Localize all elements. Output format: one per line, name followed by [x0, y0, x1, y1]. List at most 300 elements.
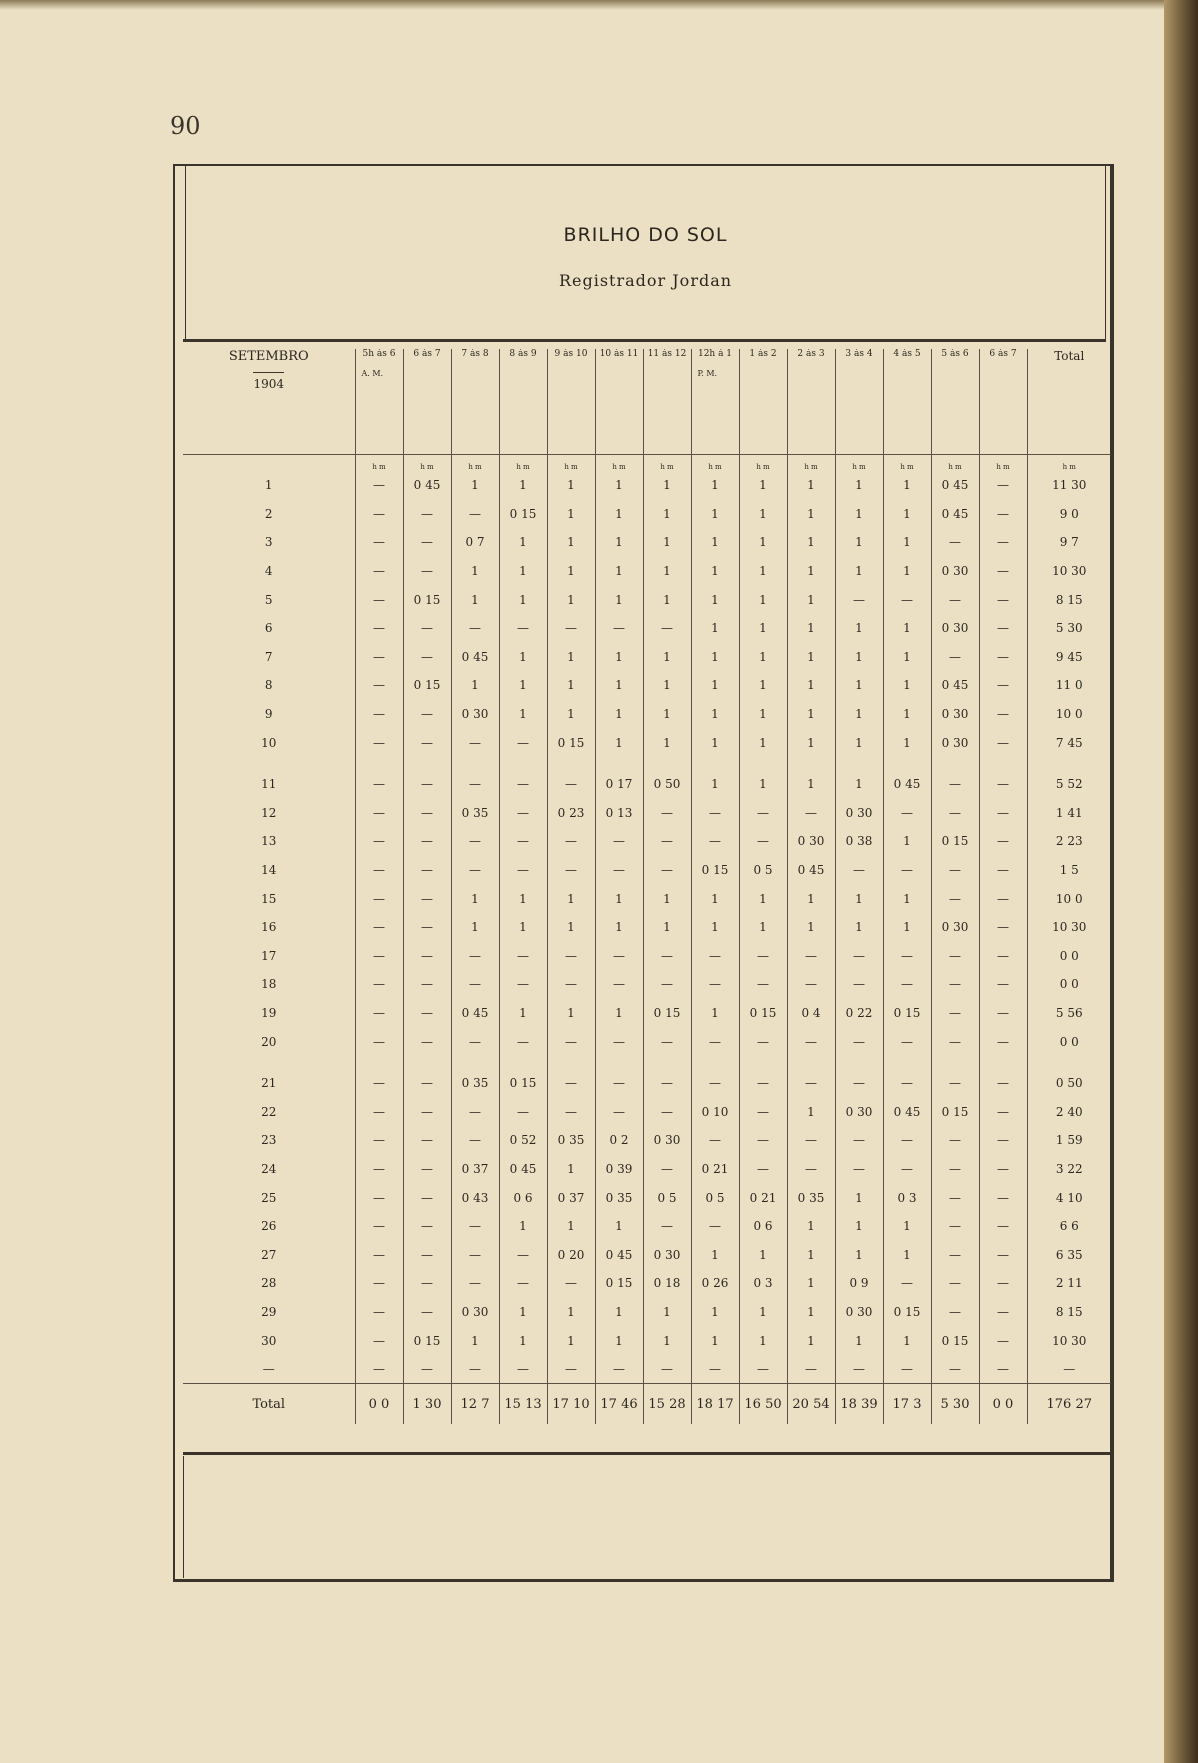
- gap-cell: [787, 757, 835, 770]
- hour-cell: 1: [691, 614, 739, 643]
- hour-cell: —: [979, 1155, 1027, 1184]
- day-cell: 1: [264, 478, 273, 493]
- hour-cell: 1: [739, 671, 787, 700]
- hour-cell: —: [403, 1212, 451, 1241]
- hour-cell: —: [451, 827, 499, 856]
- hour-cell: 0 37: [547, 1183, 595, 1212]
- hour-cell: —: [883, 1269, 931, 1298]
- hour-column-header: 6 ás 7: [403, 349, 451, 455]
- hour-cell: —: [499, 970, 547, 999]
- gap-cell: [835, 1056, 883, 1069]
- hour-cell: 0 45: [787, 856, 835, 885]
- hour-cell: 0 30: [931, 913, 979, 942]
- hour-cell: —: [739, 1355, 787, 1384]
- hour-cell: —: [547, 970, 595, 999]
- hour-cell: 1: [787, 884, 835, 913]
- hour-cell: 1: [595, 884, 643, 913]
- hour-cell: 1: [499, 671, 547, 700]
- hour-cell: —: [979, 1027, 1027, 1056]
- gap-cell: [739, 757, 787, 770]
- hour-cell: 0 13: [595, 799, 643, 828]
- hour-cell: 1: [547, 913, 595, 942]
- hour-cell: 1: [643, 557, 691, 586]
- hour-cell: 0 15: [931, 1326, 979, 1355]
- hour-cell: 1: [595, 1326, 643, 1355]
- day-cell: 30: [261, 1333, 277, 1348]
- gap-cell: [403, 1056, 451, 1069]
- hour-cell: 1: [595, 471, 643, 500]
- day-cell: 15: [261, 891, 277, 906]
- hour-cell: 1: [739, 643, 787, 672]
- hour-cell: 1: [643, 471, 691, 500]
- hour-cell: 1: [835, 913, 883, 942]
- hour-cell: —: [451, 1027, 499, 1056]
- total-cell: 1 41: [1027, 799, 1111, 828]
- gap-cell: [643, 757, 691, 770]
- total-cell: 7 45: [1027, 728, 1111, 757]
- hour-cell: —: [979, 999, 1027, 1028]
- hour-cell: 0 45: [451, 999, 499, 1028]
- gap-cell: [595, 1056, 643, 1069]
- hour-cell: 1: [691, 999, 739, 1028]
- hour-cell: 0 30: [835, 799, 883, 828]
- page-binding-edge: [1164, 0, 1198, 1763]
- day-cell: 12: [261, 805, 277, 820]
- hour-cell: —: [403, 770, 451, 799]
- hour-cell: —: [499, 1097, 547, 1126]
- hour-cell: —: [451, 1212, 499, 1241]
- hour-cell: —: [451, 728, 499, 757]
- hour-cell: —: [355, 999, 403, 1028]
- hour-cell: —: [931, 1183, 979, 1212]
- hour-cell: 1: [835, 1183, 883, 1212]
- hour-cell: —: [403, 856, 451, 885]
- hour-cell: —: [499, 1269, 547, 1298]
- hour-total-cell: 16 50: [739, 1384, 787, 1425]
- hour-cell: 1: [691, 1326, 739, 1355]
- hour-cell: —: [979, 942, 1027, 971]
- hour-cell: —: [883, 1355, 931, 1384]
- total-cell: 2 23: [1027, 827, 1111, 856]
- hour-cell: 1: [739, 614, 787, 643]
- total-cell: 10 0: [1027, 700, 1111, 729]
- hour-cell: 1: [835, 671, 883, 700]
- hour-column-header: 4 ás 5: [883, 349, 931, 455]
- hour-cell: —: [499, 1355, 547, 1384]
- hour-cell: 1: [883, 728, 931, 757]
- table-row: [183, 528, 1111, 557]
- hour-cell: 1: [643, 728, 691, 757]
- hour-cell: 1: [691, 471, 739, 500]
- hour-cell: 0 20: [547, 1240, 595, 1269]
- hour-cell: 1: [739, 500, 787, 529]
- hour-cell: —: [355, 1097, 403, 1126]
- hour-cell: 0 15: [883, 1298, 931, 1327]
- units-spacer: [183, 455, 355, 472]
- day-cell: 26: [261, 1219, 277, 1234]
- hour-total-cell: 20 54: [787, 1384, 835, 1425]
- hour-cell: 1: [499, 913, 547, 942]
- hour-cell: —: [451, 1355, 499, 1384]
- hour-cell: —: [355, 1155, 403, 1184]
- hour-total-cell: 17 3: [883, 1384, 931, 1425]
- hour-column-header: 1 ás 2: [739, 349, 787, 455]
- hour-cell: —: [547, 827, 595, 856]
- hour-column-header: 3 ás 4: [835, 349, 883, 455]
- hour-cell: —: [979, 884, 1027, 913]
- hour-cell: 1: [691, 585, 739, 614]
- hour-total-cell: 12 7: [451, 1384, 499, 1425]
- hour-cell: —: [643, 1155, 691, 1184]
- day-cell: 10: [261, 735, 277, 750]
- table-row: [183, 728, 1111, 757]
- hour-cell: 1: [451, 1326, 499, 1355]
- table-row: [183, 643, 1111, 672]
- day-cell: 20: [261, 1034, 277, 1049]
- hour-cell: —: [643, 1097, 691, 1126]
- hour-cell: 1: [835, 770, 883, 799]
- hour-cell: —: [499, 799, 547, 828]
- table-row: [183, 614, 1111, 643]
- hour-cell: 0 35: [547, 1126, 595, 1155]
- hour-cell: 1: [883, 700, 931, 729]
- hour-cell: —: [691, 1212, 739, 1241]
- table-row: [183, 1126, 1111, 1155]
- unit-label: h m: [883, 455, 931, 472]
- hour-cell: 0 15: [499, 500, 547, 529]
- gap-cell: [547, 757, 595, 770]
- hour-cell: —: [787, 1069, 835, 1098]
- hour-cell: 1: [691, 1240, 739, 1269]
- hour-cell: 0 6: [499, 1183, 547, 1212]
- hour-cell: —: [691, 942, 739, 971]
- day-cell: 7: [264, 649, 273, 664]
- hour-cell: 1: [691, 643, 739, 672]
- hour-cell: 0 30: [451, 700, 499, 729]
- gap-cell: [979, 1056, 1027, 1069]
- hour-total-cell: 0 0: [979, 1384, 1027, 1425]
- hour-cell: —: [355, 614, 403, 643]
- hour-cell: 0 50: [643, 770, 691, 799]
- hour-cell: —: [355, 471, 403, 500]
- table-row: [183, 1097, 1111, 1126]
- hour-cell: —: [979, 500, 1027, 529]
- hour-cell: —: [739, 1155, 787, 1184]
- hour-cell: —: [355, 1212, 403, 1241]
- unit-label: h m: [403, 455, 451, 472]
- hour-cell: 1: [835, 1326, 883, 1355]
- hour-cell: 0 17: [595, 770, 643, 799]
- hour-cell: —: [979, 728, 1027, 757]
- hour-cell: 0 45: [499, 1155, 547, 1184]
- gap-cell: [499, 757, 547, 770]
- hour-cell: 1: [691, 913, 739, 942]
- hour-cell: —: [643, 1212, 691, 1241]
- day-cell: 25: [261, 1190, 277, 1205]
- hour-cell: —: [403, 728, 451, 757]
- gap-cell: [595, 757, 643, 770]
- hour-cell: —: [931, 1269, 979, 1298]
- hour-cell: —: [931, 770, 979, 799]
- hour-cell: —: [883, 799, 931, 828]
- gap-cell: [883, 1056, 931, 1069]
- day-cell: 21: [261, 1076, 277, 1091]
- total-cell: 2 40: [1027, 1097, 1111, 1126]
- hour-cell: 1: [547, 700, 595, 729]
- hour-cell: 1: [643, 585, 691, 614]
- hour-cell: 1: [835, 728, 883, 757]
- hour-cell: —: [835, 942, 883, 971]
- footer-rule: [183, 1452, 1111, 1455]
- hour-cell: 0 45: [931, 500, 979, 529]
- hour-cell: —: [691, 1027, 739, 1056]
- hour-cell: —: [931, 799, 979, 828]
- hour-column-header: 7 ás 8: [451, 349, 499, 455]
- gap-cell: [835, 757, 883, 770]
- hour-cell: 1: [835, 471, 883, 500]
- hour-cell: 1: [451, 884, 499, 913]
- total-cell: 8 15: [1027, 1298, 1111, 1327]
- group-gap: [183, 1056, 1111, 1069]
- hour-cell: —: [643, 970, 691, 999]
- hour-cell: —: [979, 856, 1027, 885]
- hour-cell: 0 15: [499, 1069, 547, 1098]
- hour-cell: —: [355, 1183, 403, 1212]
- hour-cell: —: [931, 1355, 979, 1384]
- total-cell: 2 11: [1027, 1269, 1111, 1298]
- table-row: [183, 700, 1111, 729]
- day-cell: 28: [261, 1276, 277, 1291]
- hour-cell: 1: [547, 999, 595, 1028]
- hour-cell: —: [355, 827, 403, 856]
- hour-cell: 1: [547, 500, 595, 529]
- hour-cell: —: [355, 1027, 403, 1056]
- hour-cell: 1: [787, 557, 835, 586]
- hour-cell: 1: [883, 1326, 931, 1355]
- hour-cell: —: [979, 970, 1027, 999]
- empty-footer-area: [183, 1456, 1111, 1578]
- unit-label: h m: [931, 455, 979, 472]
- hour-cell: —: [403, 1298, 451, 1327]
- hour-cell: 1: [595, 728, 643, 757]
- hour-cell: —: [979, 700, 1027, 729]
- total-label: Total: [183, 1384, 355, 1425]
- hour-cell: 0 15: [403, 585, 451, 614]
- hour-cell: —: [355, 799, 403, 828]
- hour-cell: —: [979, 770, 1027, 799]
- hour-cell: —: [931, 585, 979, 614]
- hour-cell: —: [739, 827, 787, 856]
- hour-column-header: 10 ás 11: [595, 349, 643, 455]
- day-cell: 19: [261, 1005, 277, 1020]
- hour-cell: —: [979, 1097, 1027, 1126]
- am-label: A. M.: [361, 369, 384, 378]
- hour-cell: —: [787, 970, 835, 999]
- hour-cell: —: [547, 1269, 595, 1298]
- hour-cell: —: [595, 856, 643, 885]
- hour-cell: —: [355, 770, 403, 799]
- hour-cell: 0 7: [451, 528, 499, 557]
- hour-cell: —: [691, 970, 739, 999]
- hour-cell: —: [691, 799, 739, 828]
- hour-cell: 0 37: [451, 1155, 499, 1184]
- gap-cell: [403, 757, 451, 770]
- hour-cell: —: [403, 1183, 451, 1212]
- hour-cell: 0 30: [931, 614, 979, 643]
- hour-cell: —: [355, 700, 403, 729]
- day-cell: 14: [261, 863, 277, 878]
- total-cell: 5 52: [1027, 770, 1111, 799]
- hour-cell: —: [547, 856, 595, 885]
- hour-cell: —: [931, 1155, 979, 1184]
- hour-cell: 1: [595, 528, 643, 557]
- hour-cell: 0 15: [691, 856, 739, 885]
- hour-cell: —: [643, 799, 691, 828]
- hour-cell: 1: [643, 884, 691, 913]
- total-cell: 4 10: [1027, 1183, 1111, 1212]
- gap-cell: [979, 757, 1027, 770]
- hour-cell: 0 39: [595, 1155, 643, 1184]
- hour-cell: —: [499, 770, 547, 799]
- hour-cell: 1: [691, 528, 739, 557]
- table-row: [183, 557, 1111, 586]
- hour-cell: 0 21: [739, 1183, 787, 1212]
- hour-cell: 1: [787, 1298, 835, 1327]
- hour-cell: —: [643, 1069, 691, 1098]
- table-row: [183, 770, 1111, 799]
- table-row: [183, 1298, 1111, 1327]
- hour-cell: —: [883, 942, 931, 971]
- hour-column-header: 6 ás 7: [979, 349, 1027, 455]
- hour-cell: —: [403, 1269, 451, 1298]
- table-frame: [173, 164, 1114, 1582]
- hour-cell: —: [595, 970, 643, 999]
- hour-cell: —: [739, 799, 787, 828]
- hour-cell: —: [355, 1126, 403, 1155]
- hour-cell: —: [355, 1298, 403, 1327]
- hour-cell: 1: [883, 614, 931, 643]
- total-cell: 9 7: [1027, 528, 1111, 557]
- unit-label: h m: [547, 455, 595, 472]
- hour-cell: —: [403, 884, 451, 913]
- hour-cell: 1: [595, 671, 643, 700]
- hour-cell: 0 30: [835, 1298, 883, 1327]
- unit-label: h m: [739, 455, 787, 472]
- table-row: [183, 500, 1111, 529]
- hour-cell: 1: [883, 671, 931, 700]
- hour-cell: —: [979, 1240, 1027, 1269]
- hour-cell: 1: [739, 728, 787, 757]
- hour-total-cell: 0 0: [355, 1384, 403, 1425]
- hour-cell: 1: [595, 1298, 643, 1327]
- total-cell: 3 22: [1027, 1155, 1111, 1184]
- hour-cell: —: [355, 500, 403, 529]
- hour-cell: 0 3: [739, 1269, 787, 1298]
- gap-cell: [547, 1056, 595, 1069]
- hour-cell: —: [979, 1355, 1027, 1384]
- day-cell: 24: [261, 1161, 277, 1176]
- hour-cell: 1: [787, 700, 835, 729]
- unit-label: h m: [979, 455, 1027, 472]
- total-cell: 1 59: [1027, 1126, 1111, 1155]
- hour-cell: 0 45: [451, 643, 499, 672]
- hour-cell: —: [691, 1355, 739, 1384]
- hour-cell: —: [835, 1355, 883, 1384]
- hour-cell: 1: [883, 528, 931, 557]
- hour-cell: —: [979, 1326, 1027, 1355]
- day-cell: 29: [261, 1304, 277, 1319]
- hour-cell: 1: [787, 1326, 835, 1355]
- hour-cell: —: [403, 942, 451, 971]
- table-row: [183, 1155, 1111, 1184]
- gap-cell: [883, 757, 931, 770]
- hour-cell: —: [499, 856, 547, 885]
- hour-cell: —: [979, 614, 1027, 643]
- hour-cell: —: [547, 1027, 595, 1056]
- table-row: [183, 999, 1111, 1028]
- day-cell: 23: [261, 1133, 277, 1148]
- total-cell: 0 50: [1027, 1069, 1111, 1098]
- hour-cell: 0 15: [403, 671, 451, 700]
- hour-cell: 0 45: [883, 1097, 931, 1126]
- total-cell: 0 0: [1027, 970, 1111, 999]
- hour-cell: 0 30: [931, 557, 979, 586]
- hour-cell: 0 26: [691, 1269, 739, 1298]
- hour-cell: 1: [787, 471, 835, 500]
- table-row: [183, 827, 1111, 856]
- hour-cell: —: [931, 1027, 979, 1056]
- hour-cell: —: [355, 1069, 403, 1098]
- hour-cell: —: [931, 942, 979, 971]
- hour-cell: 1: [835, 557, 883, 586]
- hour-cell: 0 2: [595, 1126, 643, 1155]
- hour-cell: 1: [835, 700, 883, 729]
- total-cell: 10 30: [1027, 913, 1111, 942]
- gap-cell: [931, 1056, 979, 1069]
- hour-cell: 1: [835, 528, 883, 557]
- hour-cell: —: [739, 1097, 787, 1126]
- hour-cell: —: [403, 999, 451, 1028]
- day-cell: 11: [261, 777, 277, 792]
- unit-label: h m: [1027, 455, 1111, 472]
- hour-cell: —: [547, 614, 595, 643]
- hour-cell: 1: [835, 643, 883, 672]
- hour-cell: —: [403, 1069, 451, 1098]
- hour-cell: —: [691, 1069, 739, 1098]
- hour-cell: 1: [595, 585, 643, 614]
- hour-cell: —: [403, 1240, 451, 1269]
- hour-cell: —: [547, 942, 595, 971]
- gap-cell: [787, 1056, 835, 1069]
- hour-cell: —: [643, 856, 691, 885]
- pm-label: P. M.: [697, 369, 718, 378]
- hour-cell: —: [931, 999, 979, 1028]
- hour-cell: 0 52: [499, 1126, 547, 1155]
- total-cell: 9 45: [1027, 643, 1111, 672]
- hour-cell: 1: [883, 1212, 931, 1241]
- column-header-row: [183, 349, 1111, 455]
- hour-cell: 0 15: [643, 999, 691, 1028]
- hour-cell: —: [691, 1126, 739, 1155]
- hour-cell: —: [595, 614, 643, 643]
- hour-cell: 1: [787, 614, 835, 643]
- hour-cell: 1: [643, 671, 691, 700]
- hour-cell: 1: [499, 700, 547, 729]
- hour-cell: 1: [547, 1212, 595, 1241]
- hour-cell: 0 5: [739, 856, 787, 885]
- table-row: [183, 799, 1111, 828]
- hour-cell: —: [979, 643, 1027, 672]
